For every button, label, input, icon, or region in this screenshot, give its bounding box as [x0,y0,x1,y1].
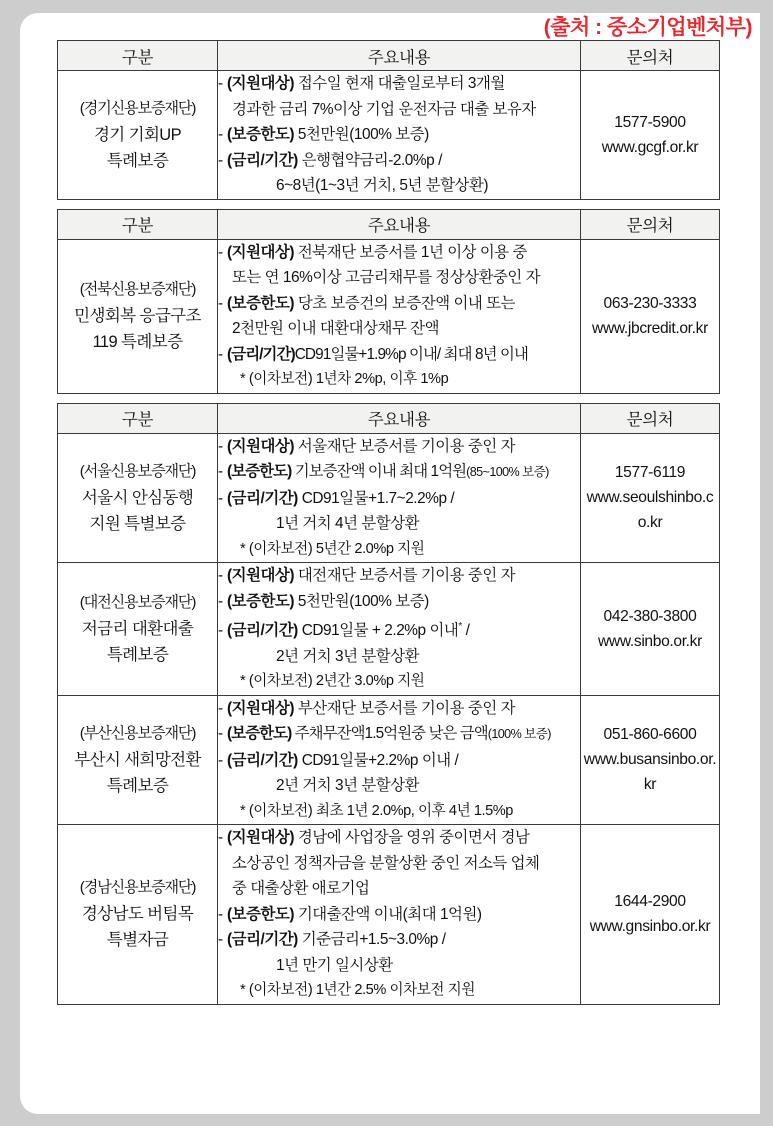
contact-phone: 063-230-3333 [603,295,697,312]
guarantee-limit-label: (보증한도) [227,725,292,743]
column-header-content: 주요내용 [218,41,581,71]
contact-url[interactable]: www.gnsinbo.or.kr [589,918,711,936]
cell-category [58,433,218,563]
rate-period-label: (금리/기간) [227,931,298,949]
rate-period-label: (금리/기간) [227,345,295,363]
program-name-line1: 저금리 대환대출 [81,619,194,638]
rate-period-text-2: 1년 거치 4년 분할상환 [276,515,420,532]
rate-period-text: CD91일물 + 2.2%p 이내 [301,622,459,640]
program-name-line2: 특별자금 [106,931,169,950]
support-target-label: (지원대상) [227,567,295,584]
support-target-label: (지원대상) [227,437,295,455]
contact-phone: 1577-5900 [614,113,686,131]
support-target-text: 전북재단 보증서를 1년 이상 이용 중 [297,243,527,261]
guarantee-limit-line: - (보증한도) 주채무잔액1.5억원중 낮은 금액(100% 보증) [218,725,551,743]
support-target-text-2: 소상공인 정책자금을 분할상환 중인 저소득 업체 [232,854,540,872]
organization-name: (경기신용보증재단) [79,99,196,117]
support-target-line: - (지원대상) 접수일 현재 대출일로부터 3개월 [218,75,505,92]
table-row [58,71,720,200]
source-attribution: (출처 : 중소기업벤처부) [543,16,752,39]
guarantee-limit-label: (보증한도) [227,294,295,312]
cell-content [218,71,581,200]
contact-url[interactable]: www.jbcredit.or.kr [592,320,708,337]
cell-contact [581,695,720,825]
page-card [20,13,760,1114]
rate-period-label: (금리/기간) [227,751,298,769]
support-target-label: (지원대상) [227,829,295,847]
cell-contact [581,433,720,563]
tables-container [57,40,719,1014]
cell-category [58,239,218,393]
contact-phone: 1644-2900 [614,893,686,911]
guarantee-limit-text-2: 2천만원 이내 대환대상채무 잔액 [232,320,440,337]
table-row [58,239,720,393]
program-name-line1: 경기 기회UP [93,125,182,144]
interest-subsidy-note: * (이차보전) 2년간 3.0%p 지원 [240,673,425,690]
cell-contact [581,563,720,696]
support-target-text: 부산재단 보증서를 기이용 중인 자 [297,699,516,717]
table-row [58,825,720,1005]
rate-period-line: - (금리/기간) CD91일물+2.2%p 이내 / [218,751,459,769]
cell-contact [581,71,720,200]
guarantee-limit-line: - (보증한도) 5천만원(100% 보증) [218,592,429,610]
cell-contact [581,825,720,1005]
cell-content [218,825,581,1005]
program-name-line1: 민생회복 응급구조 [74,307,201,325]
organization-name: (서울신용보증재단) [79,462,196,480]
support-target-label: (지원대상) [227,75,295,92]
grant-table-jeonbuk [57,209,720,394]
rate-period-label: (금리/기간) [227,489,298,507]
program-name-line2: 특례보증 [106,645,169,664]
interest-subsidy-note: * (이차보전) 1년차 2%p, 이후 1%p [240,371,449,387]
rate-period-text-2: 2년 거치 3년 분할상환 [276,777,420,795]
column-header-category: 구분 [58,41,218,71]
column-header-content: 주요내용 [218,209,581,239]
cell-content [218,563,581,696]
cell-content [218,239,581,393]
support-target-line: - (지원대상) 부산재단 보증서를 기이용 중인 자 [218,699,516,717]
support-target-text: 서울재단 보증서를 기이용 중인 자 [297,437,516,455]
support-target-line: - (지원대상) 서울재단 보증서를 기이용 중인 자 [218,437,516,455]
guarantee-limit-label: (보증한도) [227,126,295,143]
column-header-contact: 문의처 [581,41,720,71]
support-target-line: - (지원대상) 경남에 사업장을 영위 중이면서 경남 [218,829,530,847]
rate-period-line: - (금리/기간) CD91일물 + 2.2%p 이내* / [218,621,470,640]
cell-category [58,563,218,696]
organization-name: (전북신용보증재단) [79,281,196,298]
footnote-marker: * [458,621,462,632]
program-name-line2: 119 특례보증 [92,333,183,351]
guarantee-limit-text: 당초 보증건의 보증잔액 이내 또는 [297,294,516,312]
program-name-line1: 경상남도 버팀목 [81,905,194,924]
contact-url[interactable]: www.busansinbo.or.kr [583,751,717,794]
guarantee-limit-note: (85~100% 보증) [466,465,549,479]
column-header-contact: 문의처 [581,209,720,239]
rate-period-text: CD91일물+1.9%p 이내/ 최대 8년 이내 [294,345,528,363]
organization-name: (대전신용보증재단) [79,593,196,611]
table-row [58,433,720,563]
cell-content [218,695,581,825]
guarantee-limit-line: - (보증한도) 당초 보증건의 보증잔액 이내 또는 [218,294,516,312]
rate-period-label: (금리/기간) [227,622,298,640]
guarantee-limit-note: (100% 보증) [487,727,551,742]
rate-period-line: - (금리/기간) 기준금리+1.5~3.0%p / [218,931,446,949]
program-name-line2: 특례보증 [106,776,169,795]
rate-period-label: (금리/기간) [227,151,298,169]
cell-category [58,825,218,1005]
table-header-row [58,209,720,239]
rate-period-line: - (금리/기간) 은행협약금리-2.0%p / [218,151,442,169]
table-header-row [58,403,720,433]
column-header-category: 구분 [58,209,218,239]
guarantee-limit-line: - (보증한도) 기대출잔액 이내(최대 1억원) [218,905,482,923]
program-name-line2: 지원 특별보증 [89,514,186,533]
guarantee-limit-text: 주채무잔액1.5억원중 낮은 금액 [294,725,488,743]
support-target-label: (지원대상) [227,699,295,717]
support-target-text: 대전재단 보증서를 기이용 중인 자 [297,567,516,584]
program-name-line1: 부산시 새희망전환 [74,750,201,769]
column-header-category: 구분 [58,403,218,433]
support-target-text-2: 또는 연 16%이상 고금리채무를 정상상환중인 자 [232,269,541,286]
contact-url[interactable]: www.gcgf.or.kr [601,138,699,156]
rate-period-text: 은행협약금리-2.0%p / [301,151,442,169]
rate-period-text-2: 6~8년(1~3년 거치, 5년 분할상환) [276,177,489,194]
support-target-line: - (지원대상) 전북재단 보증서를 1년 이상 이용 중 [218,243,527,261]
support-target-line: - (지원대상) 대전재단 보증서를 기이용 중인 자 [218,567,516,584]
contact-url[interactable]: www.seoulshinbo.co.kr [586,489,714,532]
support-target-label: (지원대상) [227,243,295,261]
cell-contact [581,239,720,393]
grant-table-gyeonggi [57,40,720,200]
guarantee-limit-text: 5천만원(100% 보증) [297,126,429,143]
rate-period-text-2: 2년 거치 3년 분할상환 [276,647,420,665]
column-header-content: 주요내용 [218,403,581,433]
interest-subsidy-note: * (이차보전) 1년간 2.5% 이차보전 지원 [240,982,475,999]
guarantee-limit-label: (보증한도) [227,592,295,610]
support-target-text-3: 중 대출상환 애로기업 [232,880,370,898]
cell-category [58,71,218,200]
contact-phone: 042-380-3800 [603,607,697,625]
rate-period-line: - (금리/기간)CD91일물+1.9%p 이내/ 최대 8년 이내 [218,345,528,363]
support-target-text: 접수일 현재 대출일로부터 3개월 [297,75,505,92]
organization-name: (부산신용보증재단) [79,724,196,742]
rate-period-text: CD91일물+1.7~2.2%p / [301,489,455,507]
cell-content [218,433,581,563]
grant-table-multi-region [57,403,720,1005]
cell-category [58,695,218,825]
guarantee-limit-text: 기보증잔액 이내 최대 1억원 [294,463,467,480]
support-target-text-2: 경과한 금리 7%이상 기업 운전자금 대출 보유자 [232,100,536,118]
guarantee-limit-label: (보증한도) [227,905,295,923]
table-row [58,563,720,696]
program-name-line2: 특례보증 [106,151,169,170]
program-name-line1: 서울시 안심동행 [81,488,194,507]
organization-name: (경남신용보증재단) [79,879,196,897]
table-row [58,695,720,825]
interest-subsidy-note: * (이차보전) 5년간 2.0%p 지원 [240,540,425,557]
contact-url[interactable]: www.sinbo.or.kr [598,632,702,650]
rate-period-text: CD91일물+2.2%p 이내 / [301,751,459,769]
support-target-text: 경남에 사업장을 영위 중이면서 경남 [297,829,530,847]
rate-period-text-tail: / [461,622,470,640]
guarantee-limit-line: - (보증한도) 5천만원(100% 보증) [218,126,429,143]
interest-subsidy-note: * (이차보전) 최초 1년 2.0%p, 이후 4년 1.5%p [240,802,513,819]
contact-phone: 1577-6119 [614,464,686,482]
column-header-contact: 문의처 [581,403,720,433]
guarantee-limit-text: 기대출잔액 이내(최대 1억원) [297,905,482,923]
contact-phone: 051-860-6600 [603,726,697,744]
guarantee-limit-text: 5천만원(100% 보증) [297,592,429,610]
table-header-row [58,41,720,71]
guarantee-limit-line: - (보증한도) 기보증잔액 이내 최대 1억원(85~100% 보증) [218,463,549,480]
guarantee-limit-label: (보증한도) [227,463,292,480]
rate-period-text: 기준금리+1.5~3.0%p / [301,931,446,949]
rate-period-line: - (금리/기간) CD91일물+1.7~2.2%p / [218,489,455,507]
rate-period-text-2: 1년 만기 일시상환 [276,956,393,974]
